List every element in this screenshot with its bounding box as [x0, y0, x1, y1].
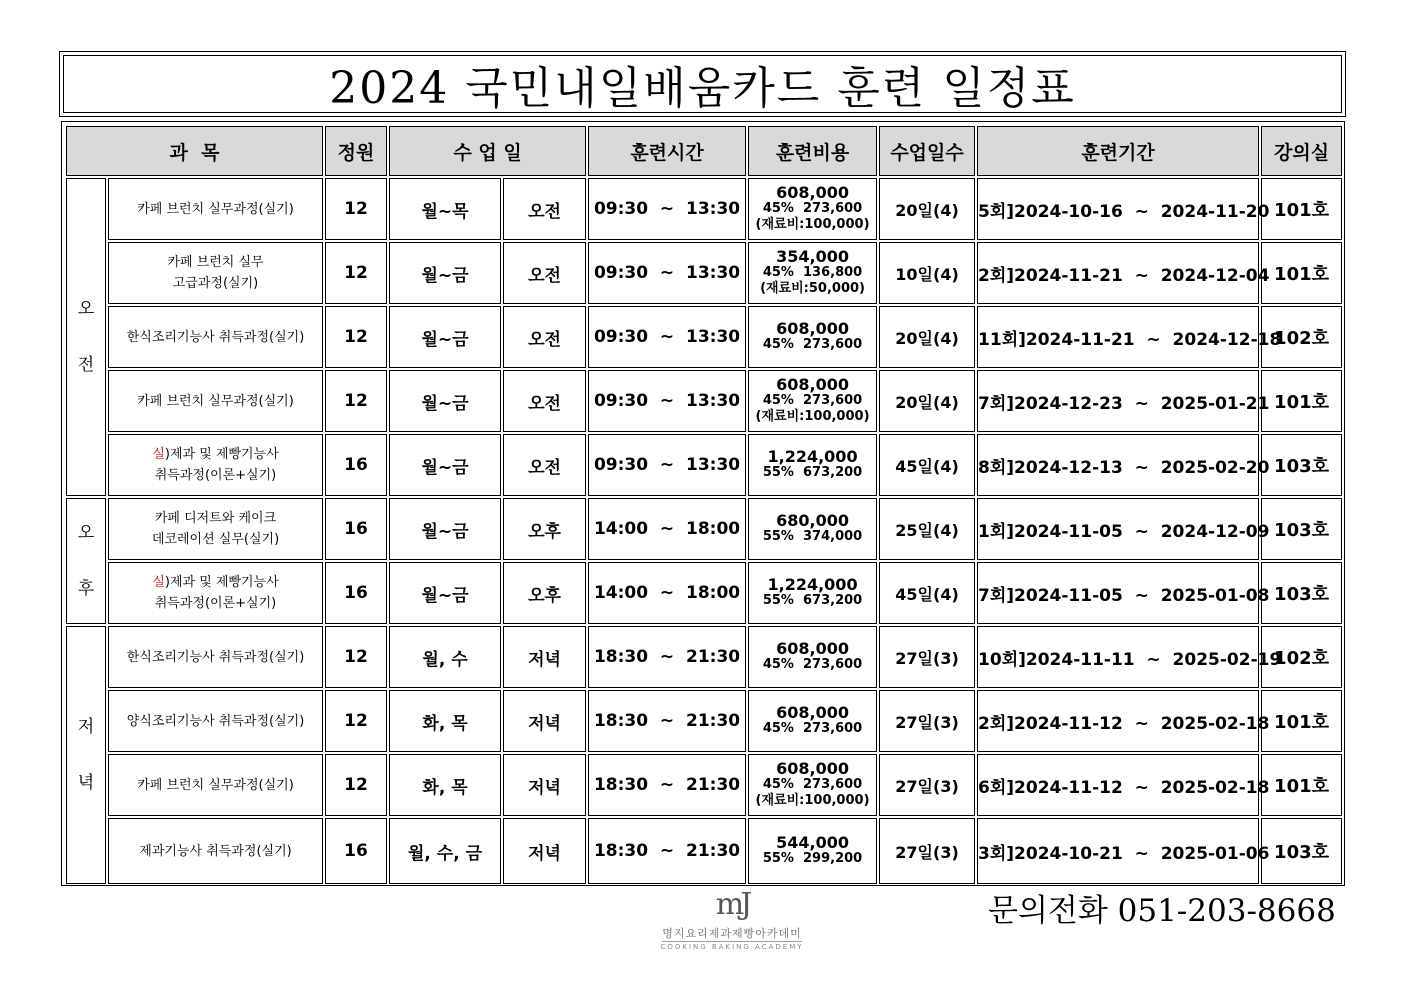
- cost-sub: 55% 374,000: [762, 529, 863, 544]
- days-cell: 20일(4): [879, 370, 975, 432]
- class-days-cell: 월~금: [389, 370, 501, 432]
- class-days-cell: 월~금: [389, 562, 501, 624]
- room-cell: 103호: [1261, 434, 1342, 496]
- period-cell: 2회]2024-11-21 ~ 2024-12-04: [977, 242, 1259, 304]
- cost-cell: [748, 434, 877, 496]
- title-box: [59, 51, 1346, 117]
- academy-logo: [632, 888, 832, 958]
- cost-note: (재료비:100,000): [755, 217, 870, 232]
- slot-cell: 오전: [503, 178, 586, 240]
- cost-cell: [748, 754, 877, 816]
- page-title: 2024 국민내일배움카드 훈련 일정표: [329, 63, 1076, 114]
- course-name: [108, 370, 323, 432]
- course-line: [109, 444, 322, 465]
- time-cell: 18:30 ~ 21:30: [588, 626, 746, 688]
- cost-note: (재료비:100,000): [755, 409, 870, 424]
- class-days-cell: 화, 목: [389, 690, 501, 752]
- table-row: [66, 370, 1342, 432]
- course-text: 양식조리기능사 취득과정(실기): [126, 713, 305, 729]
- title-inner-frame: [63, 55, 1342, 113]
- class-days-cell: 월, 수: [389, 626, 501, 688]
- cost-main: 680,000: [776, 511, 849, 530]
- course-line: [109, 841, 322, 862]
- days-cell: 27일(3): [879, 690, 975, 752]
- capacity-cell: 16: [325, 818, 387, 884]
- cost-main: 544,000: [776, 833, 849, 852]
- capacity-cell: 12: [325, 306, 387, 368]
- cost-main: 608,000: [776, 759, 849, 778]
- period-cell: 3회]2024-10-21 ~ 2025-01-06: [977, 818, 1259, 884]
- cost-cell: [748, 562, 877, 624]
- room-cell: 101호: [1261, 690, 1342, 752]
- table-row: [66, 434, 1342, 496]
- slot-cell: 저녁: [503, 626, 586, 688]
- cost-cell: [748, 498, 877, 560]
- course-line: [109, 199, 322, 220]
- header-cost: 훈련비용: [748, 126, 877, 176]
- room-cell: 101호: [1261, 370, 1342, 432]
- time-cell: 14:00 ~ 18:00: [588, 498, 746, 560]
- session-char: 저: [77, 717, 95, 737]
- time-cell: 18:30 ~ 21:30: [588, 754, 746, 816]
- table-row: [66, 178, 1342, 240]
- period-cell: 5회]2024-10-16 ~ 2024-11-20: [977, 178, 1259, 240]
- class-days-cell: 월~목: [389, 178, 501, 240]
- period-cell: 6회]2024-11-12 ~ 2025-02-18: [977, 754, 1259, 816]
- cost-cell: [748, 370, 877, 432]
- cost-sub: 45% 136,800: [762, 265, 863, 280]
- course-text: 카페 브런치 실무: [167, 255, 264, 270]
- table-row: [66, 818, 1342, 884]
- course-text: )제과 및 제빵기능사: [164, 575, 279, 590]
- cost-main: 608,000: [776, 183, 849, 202]
- course-name: [108, 498, 323, 560]
- course-line: [109, 327, 322, 348]
- cost-cell: [748, 818, 877, 884]
- room-cell: 103호: [1261, 818, 1342, 884]
- course-name: [108, 754, 323, 816]
- days-cell: 45일(4): [879, 562, 975, 624]
- slot-cell: 오전: [503, 370, 586, 432]
- course-line: [109, 775, 322, 796]
- cost-sub: 45% 273,600: [762, 657, 863, 672]
- period-cell: 7회]2024-12-23 ~ 2025-01-21: [977, 370, 1259, 432]
- course-name: [108, 306, 323, 368]
- course-text: 취득과정(이론+실기): [154, 596, 277, 611]
- cost-cell: [748, 306, 877, 368]
- schedule-body: [66, 178, 1342, 884]
- course-name: [108, 434, 323, 496]
- period-cell: 2회]2024-11-12 ~ 2025-02-18: [977, 690, 1259, 752]
- room-cell: 102호: [1261, 306, 1342, 368]
- session-label-afternoon: [66, 498, 106, 624]
- cost-cell: [748, 690, 877, 752]
- period-cell: 7회]2024-11-05 ~ 2025-01-08: [977, 562, 1259, 624]
- slot-cell: 저녁: [503, 818, 586, 884]
- period-cell: 8회]2024-12-13 ~ 2025-02-20: [977, 434, 1259, 496]
- capacity-cell: 12: [325, 370, 387, 432]
- slot-cell: 오전: [503, 434, 586, 496]
- course-line: [109, 252, 322, 273]
- logo-subtitle: COOKING BAKING ACADEMY: [660, 943, 804, 951]
- course-line: [109, 391, 322, 412]
- capacity-cell: 12: [325, 754, 387, 816]
- time-cell: 09:30 ~ 13:30: [588, 370, 746, 432]
- course-line: [109, 508, 322, 529]
- room-cell: 101호: [1261, 242, 1342, 304]
- course-text: 카페 브런치 실무과정(실기): [137, 393, 294, 409]
- session-char: 오: [77, 299, 95, 319]
- course-name: [108, 690, 323, 752]
- course-line: [109, 711, 322, 732]
- course-text: 한식조리기능사 취득과정(실기): [126, 329, 305, 345]
- cost-main: 608,000: [776, 319, 849, 338]
- course-text: 고급과정(실기): [172, 276, 259, 291]
- cost-sub: 45% 273,600: [762, 393, 863, 408]
- cost-sub: 45% 273,600: [762, 721, 863, 736]
- session-char: 후: [77, 579, 95, 599]
- cost-cell: [748, 242, 877, 304]
- course-prefix: 실: [152, 575, 165, 590]
- logo-mark-icon: mJ: [715, 887, 749, 922]
- course-name: [108, 562, 323, 624]
- capacity-cell: 12: [325, 626, 387, 688]
- header-days: 수업일수: [879, 126, 975, 176]
- table-row: [66, 242, 1342, 304]
- course-text: 카페 디저트와 케이크: [154, 511, 277, 526]
- room-cell: 102호: [1261, 626, 1342, 688]
- cost-main: 1,224,000: [767, 575, 858, 594]
- capacity-cell: 12: [325, 242, 387, 304]
- session-label-morning: [66, 178, 106, 496]
- course-name: [108, 626, 323, 688]
- cost-main: 354,000: [776, 247, 849, 266]
- course-text: 한식조리기능사 취득과정(실기): [126, 649, 305, 665]
- time-cell: 09:30 ~ 13:30: [588, 242, 746, 304]
- course-text: 카페 브런치 실무과정(실기): [137, 777, 294, 793]
- cost-cell: [748, 178, 877, 240]
- slot-cell: 오전: [503, 242, 586, 304]
- table-row: [66, 562, 1342, 624]
- header-period: 훈련기간: [977, 126, 1259, 176]
- cost-sub: 55% 299,200: [762, 851, 863, 866]
- cost-sub: 55% 673,200: [762, 465, 863, 480]
- class-days-cell: 월, 수, 금: [389, 818, 501, 884]
- course-name: [108, 242, 323, 304]
- class-days-cell: 월~금: [389, 498, 501, 560]
- slot-cell: 오전: [503, 306, 586, 368]
- course-text: )제과 및 제빵기능사: [164, 447, 279, 462]
- logo-name: 명지요리제과제빵아카데미: [662, 927, 802, 940]
- course-line: [109, 593, 322, 614]
- days-cell: 10일(4): [879, 242, 975, 304]
- header-class-day: 수 업 일: [389, 126, 586, 176]
- room-cell: 101호: [1261, 178, 1342, 240]
- header-room: 강의실: [1261, 126, 1342, 176]
- cost-main: 608,000: [776, 703, 849, 722]
- class-days-cell: 화, 목: [389, 754, 501, 816]
- room-cell: 103호: [1261, 498, 1342, 560]
- class-days-cell: 월~금: [389, 242, 501, 304]
- cost-note: (재료비:100,000): [755, 793, 870, 808]
- header-capacity: 정원: [325, 126, 387, 176]
- time-cell: 18:30 ~ 21:30: [588, 690, 746, 752]
- capacity-cell: 16: [325, 498, 387, 560]
- days-cell: 27일(3): [879, 626, 975, 688]
- slot-cell: 오후: [503, 562, 586, 624]
- contact-phone: 문의전화 051-203-8668: [988, 893, 1336, 929]
- period-cell: 11회]2024-11-21 ~ 2024-12-18: [977, 306, 1259, 368]
- class-days-cell: 월~금: [389, 434, 501, 496]
- schedule-table: [64, 124, 1344, 886]
- capacity-cell: 12: [325, 178, 387, 240]
- capacity-cell: 16: [325, 562, 387, 624]
- course-line: [109, 465, 322, 486]
- header-time: 훈련시간: [588, 126, 746, 176]
- days-cell: 27일(3): [879, 754, 975, 816]
- session-char: 오: [77, 523, 95, 543]
- days-cell: 25일(4): [879, 498, 975, 560]
- class-days-cell: 월~금: [389, 306, 501, 368]
- cost-sub: 45% 273,600: [762, 337, 863, 352]
- header-row: [66, 126, 1342, 176]
- time-cell: 09:30 ~ 13:30: [588, 434, 746, 496]
- course-text: 데코레이션 실무(실기): [151, 532, 280, 547]
- course-text: 제과기능사 취득과정(실기): [139, 843, 292, 859]
- time-cell: 09:30 ~ 13:30: [588, 178, 746, 240]
- days-cell: 20일(4): [879, 306, 975, 368]
- time-cell: 14:00 ~ 18:00: [588, 562, 746, 624]
- capacity-cell: 16: [325, 434, 387, 496]
- table-row: [66, 306, 1342, 368]
- cost-main: 608,000: [776, 639, 849, 658]
- cost-sub: 55% 673,200: [762, 593, 863, 608]
- header-course: 과 목: [66, 126, 323, 176]
- course-name: [108, 818, 323, 884]
- capacity-cell: 12: [325, 690, 387, 752]
- cost-sub: 45% 273,600: [762, 777, 863, 792]
- slot-cell: 저녁: [503, 754, 586, 816]
- session-char: 전: [77, 355, 95, 375]
- cost-sub: 45% 273,600: [762, 201, 863, 216]
- cost-cell: [748, 626, 877, 688]
- table-row: [66, 690, 1342, 752]
- slot-cell: 저녁: [503, 690, 586, 752]
- table-row: [66, 754, 1342, 816]
- table-row: [66, 626, 1342, 688]
- cost-main: 608,000: [776, 375, 849, 394]
- course-line: [109, 572, 322, 593]
- course-prefix: 실: [152, 447, 165, 462]
- cost-note: (재료비:50,000): [760, 281, 865, 296]
- course-text: 카페 브런치 실무과정(실기): [137, 201, 294, 217]
- period-cell: 1회]2024-11-05 ~ 2024-12-09: [977, 498, 1259, 560]
- course-line: [109, 273, 322, 294]
- cost-main: 1,224,000: [767, 447, 858, 466]
- course-name: [108, 178, 323, 240]
- period-cell: 10회]2024-11-11 ~ 2025-02-19: [977, 626, 1259, 688]
- session-char: 녁: [77, 773, 95, 793]
- table-row: [66, 498, 1342, 560]
- time-cell: 09:30 ~ 13:30: [588, 306, 746, 368]
- days-cell: 27일(3): [879, 818, 975, 884]
- schedule-table-frame: [61, 121, 1345, 886]
- course-text: 취득과정(이론+실기): [154, 468, 277, 483]
- time-cell: 18:30 ~ 21:30: [588, 818, 746, 884]
- slot-cell: 오후: [503, 498, 586, 560]
- days-cell: 20일(4): [879, 178, 975, 240]
- room-cell: 101호: [1261, 754, 1342, 816]
- room-cell: 103호: [1261, 562, 1342, 624]
- course-line: [109, 529, 322, 550]
- session-label-evening: [66, 626, 106, 884]
- course-line: [109, 647, 322, 668]
- days-cell: 45일(4): [879, 434, 975, 496]
